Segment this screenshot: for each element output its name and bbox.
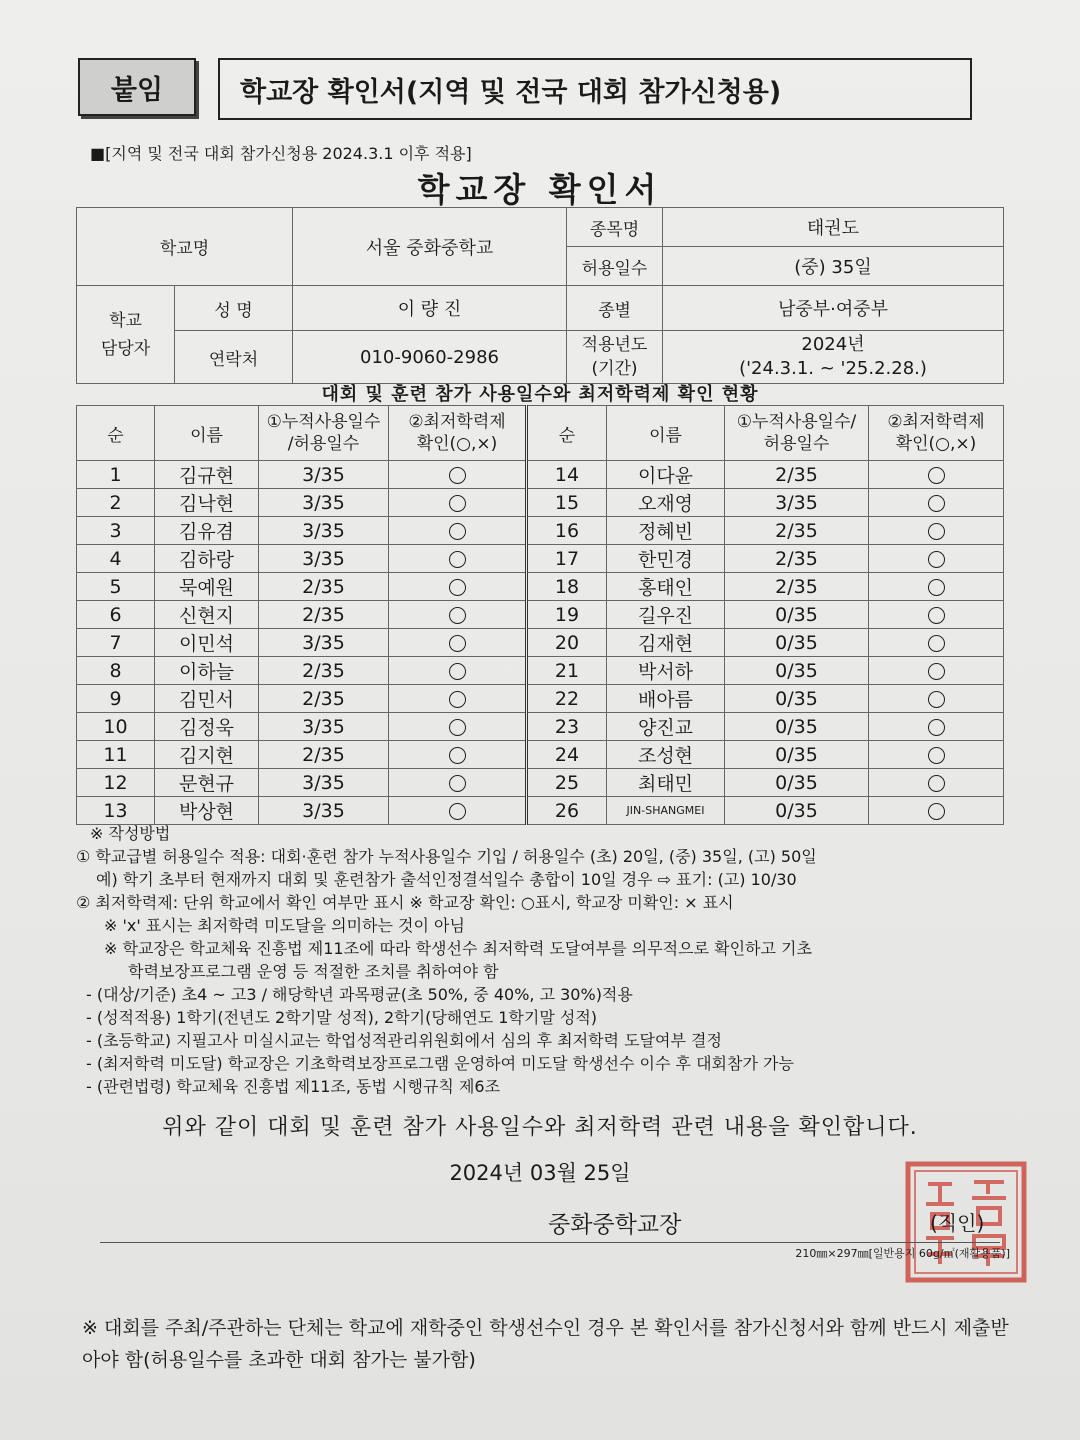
days-cell: 3/35 xyxy=(259,545,389,573)
check-circle-icon xyxy=(449,719,466,736)
note-line: ※ 작성방법 xyxy=(90,824,171,843)
document-title: 학교장 확인서 xyxy=(417,170,663,209)
days-cell: 3/35 xyxy=(725,489,869,517)
check-cell xyxy=(869,517,1004,545)
note-line: ※ 학교장은 학교체육 진흥법 제11조에 따라 학생선수 최저학력 도달여부를 의무적으로 확인하고 기초 xyxy=(104,939,812,958)
name-cell: 신현지 xyxy=(155,601,259,629)
attachment-tag: 붙임 xyxy=(78,58,196,116)
check-cell xyxy=(389,461,527,489)
event-label: 종목명 xyxy=(567,208,663,247)
check-circle-icon xyxy=(928,719,945,736)
days-cell: 3/35 xyxy=(259,461,389,489)
check-cell xyxy=(389,545,527,573)
manager-name-label: 성 명 xyxy=(175,286,293,331)
seq-cell: 10 xyxy=(77,713,155,741)
header-check: ②최저학력제 확인(○,×) xyxy=(389,406,527,461)
submission-note: ※ 대회를 주최/주관하는 단체는 학교에 재학중인 학생선수인 경우 본 확인서를 참가신청서와 함께 반드시 제출받아야 함(허용일수를 초과한 대회 참가는 불가함) xyxy=(82,1317,1009,1371)
table-row xyxy=(77,713,1004,741)
check-cell xyxy=(869,713,1004,741)
name-cell: 박상현 xyxy=(155,797,259,825)
check-cell xyxy=(389,741,527,769)
check-cell xyxy=(869,461,1004,489)
seq-cell: 9 xyxy=(77,685,155,713)
seal-label: (직인) xyxy=(930,1211,985,1235)
note-line: ※ 'x' 표시는 최저학력 미도달을 의미하는 것이 아님 xyxy=(104,916,465,935)
check-cell xyxy=(869,545,1004,573)
name-cell: 김재현 xyxy=(607,629,725,657)
seq-cell: 13 xyxy=(77,797,155,825)
name-cell: 조성현 xyxy=(607,741,725,769)
paper-spec: 210㎜×297㎜[일반용지 60g/㎡(재활용품)] xyxy=(795,1247,1010,1260)
name-cell: 문현규 xyxy=(155,769,259,797)
name-cell: 김규현 xyxy=(155,461,259,489)
days-cell: 2/35 xyxy=(725,573,869,601)
school-name-value: 서울 중화중학교 xyxy=(293,208,567,286)
table-row xyxy=(77,601,1004,629)
table-row xyxy=(77,685,1004,713)
table-row xyxy=(77,629,1004,657)
table-row xyxy=(77,657,1004,685)
table-row xyxy=(77,573,1004,601)
name-cell: 홍태인 xyxy=(607,573,725,601)
days-cell: 0/35 xyxy=(725,657,869,685)
days-cell: 2/35 xyxy=(259,573,389,601)
check-circle-icon xyxy=(449,635,466,652)
table-row xyxy=(77,489,1004,517)
check-circle-icon xyxy=(449,495,466,512)
check-circle-icon xyxy=(449,579,466,596)
header-days: ①누적사용일수 /허용일수 xyxy=(259,406,389,461)
check-circle-icon xyxy=(928,635,945,652)
check-cell xyxy=(869,629,1004,657)
name-cell: 이다윤 xyxy=(607,461,725,489)
header-seq-2: 순 xyxy=(527,406,607,461)
check-circle-icon xyxy=(928,579,945,596)
name-cell: JIN-SHANGMEI xyxy=(607,797,725,825)
confirmation-statement: 위와 같이 대회 및 훈련 참가 사용일수와 최저학력 관련 내용을 확인합니다. xyxy=(162,1115,918,1140)
days-cell: 2/35 xyxy=(725,545,869,573)
check-cell xyxy=(869,797,1004,825)
header-seq: 순 xyxy=(77,406,155,461)
header-name-2: 이름 xyxy=(607,406,725,461)
check-circle-icon xyxy=(928,523,945,540)
name-cell: 묵예원 xyxy=(155,573,259,601)
days-cell: 0/35 xyxy=(725,769,869,797)
name-cell: 김민서 xyxy=(155,685,259,713)
note-line: - (최저학력 미도달) 학교장은 기초학력보장프로그램 운영하여 미도달 학생선수 이수 후 대회참가 가능 xyxy=(86,1054,794,1073)
school-info-table xyxy=(76,207,1004,384)
check-circle-icon xyxy=(928,467,945,484)
days-cell: 3/35 xyxy=(259,769,389,797)
days-cell: 0/35 xyxy=(725,629,869,657)
check-cell xyxy=(869,601,1004,629)
check-cell xyxy=(389,573,527,601)
allowed-days-label: 허용일수 xyxy=(567,247,663,286)
seq-cell: 19 xyxy=(527,601,607,629)
table-row xyxy=(77,741,1004,769)
note-line: - (대상/기준) 초4 ~ 고3 / 해당학년 과목평균(초 50%, 중 40%, 고 30%)적용 xyxy=(86,985,633,1004)
check-cell xyxy=(389,657,527,685)
days-cell: 0/35 xyxy=(725,685,869,713)
name-cell: 최태민 xyxy=(607,769,725,797)
note-line: 예) 학기 초부터 현재까지 대회 및 훈련참가 출석인정결석일수 총합이 10일 경우 ⇨ 표기: (고) 10/30 xyxy=(96,870,797,889)
seq-cell: 6 xyxy=(77,601,155,629)
header-check-2: ②최저학력제 확인(○,×) xyxy=(869,406,1004,461)
seq-cell: 5 xyxy=(77,573,155,601)
year-label: 적용년도 (기간) xyxy=(567,331,663,384)
table-row xyxy=(77,461,1004,489)
manager-name-value: 이 량 진 xyxy=(293,286,567,331)
principal-title: 중화중학교장 xyxy=(548,1212,682,1238)
check-circle-icon xyxy=(449,747,466,764)
year-value: 2024년 ('24.3.1. ~ '25.2.28.) xyxy=(663,331,1004,384)
days-cell: 2/35 xyxy=(259,741,389,769)
check-circle-icon xyxy=(928,803,945,820)
name-cell: 이하늘 xyxy=(155,657,259,685)
name-cell: 박서하 xyxy=(607,657,725,685)
seq-cell: 8 xyxy=(77,657,155,685)
check-circle-icon xyxy=(449,663,466,680)
manager-label: 학교 담당자 xyxy=(77,286,175,384)
seq-cell: 7 xyxy=(77,629,155,657)
seq-cell: 18 xyxy=(527,573,607,601)
seq-cell: 3 xyxy=(77,517,155,545)
event-value: 태권도 xyxy=(663,208,1004,247)
name-cell: 길우진 xyxy=(607,601,725,629)
check-cell xyxy=(869,489,1004,517)
header-name: 이름 xyxy=(155,406,259,461)
seq-cell: 24 xyxy=(527,741,607,769)
days-cell: 2/35 xyxy=(259,601,389,629)
check-circle-icon xyxy=(449,691,466,708)
note-line: - (초등학교) 지필고사 미실시교는 학업성적관리위원회에서 심의 후 최저학력 도달여부 결정 xyxy=(86,1031,722,1050)
name-cell: 김정욱 xyxy=(155,713,259,741)
check-cell xyxy=(389,685,527,713)
check-cell xyxy=(869,685,1004,713)
check-circle-icon xyxy=(928,747,945,764)
name-cell: 김하랑 xyxy=(155,545,259,573)
note-line: ① 학교급별 허용일수 적용: 대회·훈련 참가 누적사용일수 기입 / 허용일수 (초) 20일, (중) 35일, (고) 50일 xyxy=(76,847,817,866)
days-cell: 2/35 xyxy=(725,517,869,545)
name-cell: 김낙현 xyxy=(155,489,259,517)
days-cell: 0/35 xyxy=(725,601,869,629)
check-circle-icon xyxy=(928,551,945,568)
name-cell: 이민석 xyxy=(155,629,259,657)
check-circle-icon xyxy=(449,467,466,484)
name-cell: 양진교 xyxy=(607,713,725,741)
seq-cell: 16 xyxy=(527,517,607,545)
seq-cell: 26 xyxy=(527,797,607,825)
check-circle-icon xyxy=(928,775,945,792)
days-cell: 3/35 xyxy=(259,489,389,517)
name-cell: 정혜빈 xyxy=(607,517,725,545)
days-cell: 0/35 xyxy=(725,713,869,741)
days-cell: 2/35 xyxy=(259,657,389,685)
seq-cell: 25 xyxy=(527,769,607,797)
check-cell xyxy=(869,657,1004,685)
note-line: ② 최저학력제: 단위 학교에서 확인 여부만 표시 ※ 학교장 확인: ○표시, 학교장 미확인: × 표시 xyxy=(76,893,734,912)
check-circle-icon xyxy=(449,775,466,792)
division-label: 종별 xyxy=(567,286,663,331)
seq-cell: 22 xyxy=(527,685,607,713)
table-row xyxy=(77,797,1004,825)
note-line: - (관련법령) 학교체육 진흥법 제11조, 동법 시행규칙 제6조 xyxy=(86,1077,501,1096)
division-value: 남중부·여중부 xyxy=(663,286,1004,331)
seq-cell: 23 xyxy=(527,713,607,741)
days-cell: 3/35 xyxy=(259,517,389,545)
days-cell: 0/35 xyxy=(725,741,869,769)
name-cell: 배아름 xyxy=(607,685,725,713)
table-row xyxy=(77,517,1004,545)
check-cell xyxy=(869,741,1004,769)
table-row xyxy=(77,545,1004,573)
seq-cell: 15 xyxy=(527,489,607,517)
divider xyxy=(100,1242,1000,1243)
check-cell xyxy=(389,797,527,825)
days-cell: 3/35 xyxy=(259,713,389,741)
check-cell xyxy=(389,489,527,517)
seq-cell: 20 xyxy=(527,629,607,657)
check-cell xyxy=(389,713,527,741)
check-cell xyxy=(389,601,527,629)
seq-cell: 21 xyxy=(527,657,607,685)
instructions xyxy=(76,822,1036,1098)
check-cell xyxy=(869,769,1004,797)
records-header-row xyxy=(77,406,1004,461)
check-cell xyxy=(389,629,527,657)
records-table xyxy=(76,405,1004,825)
name-cell: 오재영 xyxy=(607,489,725,517)
table-row xyxy=(77,769,1004,797)
name-cell: 김유겸 xyxy=(155,517,259,545)
seq-cell: 2 xyxy=(77,489,155,517)
check-circle-icon xyxy=(449,607,466,624)
check-cell xyxy=(389,517,527,545)
check-cell xyxy=(869,573,1004,601)
seq-cell: 11 xyxy=(77,741,155,769)
name-cell: 김지현 xyxy=(155,741,259,769)
document-date: 2024년 03월 25일 xyxy=(449,1161,631,1185)
days-cell: 3/35 xyxy=(259,797,389,825)
records-caption: 대회 및 훈련 참가 사용일수와 최저학력제 확인 현황 xyxy=(321,384,759,405)
check-circle-icon xyxy=(449,551,466,568)
seq-cell: 14 xyxy=(527,461,607,489)
note-line: 학력보장프로그램 운영 등 적절한 조치를 취하여야 함 xyxy=(128,962,499,981)
header-days-2: ①누적사용일수/ 허용일수 xyxy=(725,406,869,461)
seq-cell: 12 xyxy=(77,769,155,797)
records-body xyxy=(77,461,1004,825)
seq-cell: 17 xyxy=(527,545,607,573)
main-heading: 학교장 확인서(지역 및 전국 대회 참가신청용) xyxy=(218,58,972,120)
days-cell: 2/35 xyxy=(259,685,389,713)
check-circle-icon xyxy=(928,495,945,512)
contact-label: 연락처 xyxy=(175,331,293,384)
contact-value: 010-9060-2986 xyxy=(293,331,567,384)
school-name-label: 학교명 xyxy=(77,208,293,286)
seq-cell: 4 xyxy=(77,545,155,573)
check-circle-icon xyxy=(449,523,466,540)
days-cell: 2/35 xyxy=(725,461,869,489)
check-cell xyxy=(389,769,527,797)
check-circle-icon xyxy=(928,663,945,680)
days-cell: 0/35 xyxy=(725,797,869,825)
days-cell: 3/35 xyxy=(259,629,389,657)
note-line: - (성적적용) 1학기(전년도 2학기말 성적), 2학기(당해연도 1학기말 성적) xyxy=(86,1008,598,1027)
seq-cell: 1 xyxy=(77,461,155,489)
check-circle-icon xyxy=(928,607,945,624)
check-circle-icon xyxy=(449,803,466,820)
applicability-note: ■[지역 및 전국 대회 참가신청용 2024.3.1 이후 적용] xyxy=(90,144,472,163)
check-circle-icon xyxy=(928,691,945,708)
name-cell: 한민경 xyxy=(607,545,725,573)
allowed-days-value: (중) 35일 xyxy=(663,247,1004,286)
